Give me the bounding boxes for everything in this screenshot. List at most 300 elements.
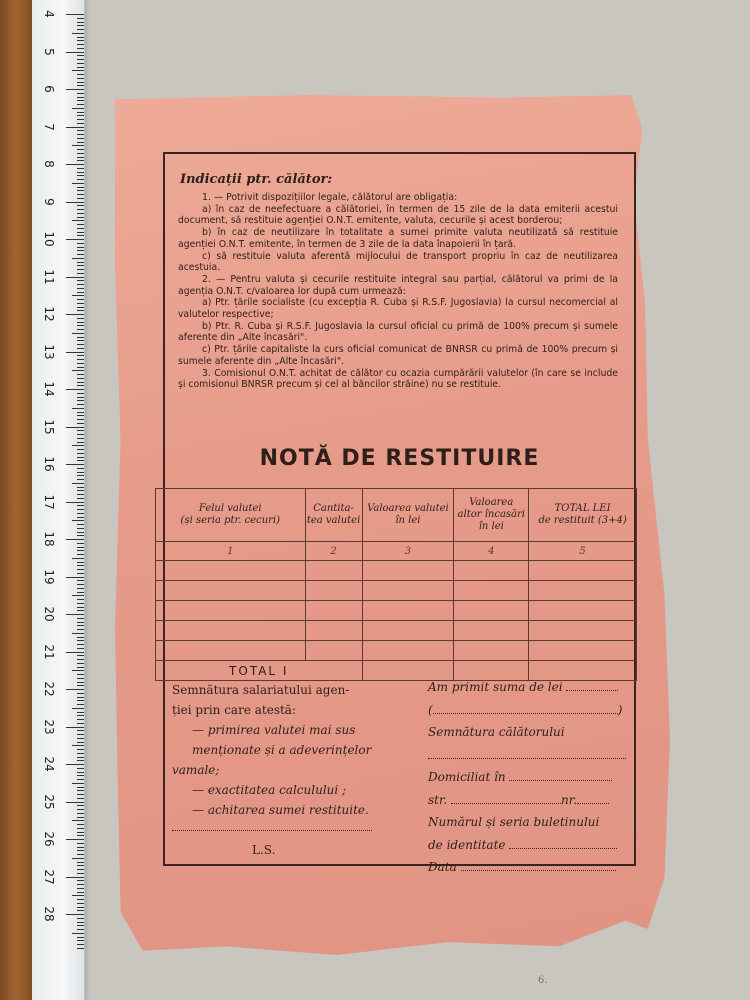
- ruler-tick: [77, 599, 84, 600]
- ruler-tick: [77, 355, 84, 356]
- ruler-tick: [77, 487, 84, 488]
- ruler-number: 22: [42, 681, 56, 697]
- ruler-tick: [77, 494, 84, 495]
- ruler-tick: [66, 164, 84, 165]
- signature-line: [172, 830, 372, 831]
- ruler-tick: [77, 734, 84, 735]
- ruler-tick: [77, 850, 84, 851]
- ruler-tick: [77, 363, 84, 364]
- ruler-tick: [77, 172, 84, 173]
- ruler-tick: [77, 419, 84, 420]
- ruler-tick: [77, 250, 84, 251]
- ruler-tick: [77, 843, 84, 844]
- ruler-tick: [77, 284, 84, 285]
- ruler-tick: [72, 295, 84, 296]
- ruler-tick: [77, 674, 84, 675]
- ruler-tick: [77, 554, 84, 555]
- agent-signature-heading: ției prin care atestă:: [172, 703, 296, 717]
- ruler-tick: [77, 880, 84, 881]
- restitution-table: [155, 488, 637, 681]
- ruler-tick: [77, 588, 84, 589]
- id-card-label: Numărul și seria buletinului: [428, 815, 600, 829]
- ruler-tick: [77, 228, 84, 229]
- ruler-tick: [77, 685, 84, 686]
- ruler-tick: [77, 217, 84, 218]
- ruler-tick: [77, 55, 84, 56]
- ruler-tick: [77, 847, 84, 848]
- ruler-tick: [66, 277, 84, 278]
- ruler-tick: [77, 423, 84, 424]
- ruler-tick: [77, 562, 84, 563]
- ruler-tick: [77, 254, 84, 255]
- ruler-tick: [77, 832, 84, 833]
- attestation-item: menționate și a adeverințelor: [192, 743, 372, 757]
- received-amount-field: Am primit suma de lei: [428, 676, 628, 699]
- ruler-tick: [77, 138, 84, 139]
- ruler-tick: [77, 644, 84, 645]
- ruler-tick: [72, 220, 84, 221]
- ruler-tick: [77, 67, 84, 68]
- instruction-paragraph: b) în caz de neutilizare în totalitate a sumei primite valuta neutilizată să restituie agenției O.N.T. emitente, în termen de 3 zile de la data înapoierii în țară.: [178, 227, 618, 250]
- ruler-tick: [77, 625, 84, 626]
- ruler-number: 24: [42, 756, 56, 772]
- ruler-tick: [77, 235, 84, 236]
- ruler-tick: [66, 689, 84, 690]
- ruler-tick: [77, 97, 84, 98]
- ruler-tick: [77, 205, 84, 206]
- ruler-number: 28: [42, 906, 56, 922]
- ruler-tick: [72, 33, 84, 34]
- ruler-tick: [77, 873, 84, 874]
- ruler-tick: [77, 430, 84, 431]
- ruler-tick: [77, 29, 84, 30]
- ruler-tick: [77, 472, 84, 473]
- ruler-tick: [77, 348, 84, 349]
- ruler-tick: [77, 682, 84, 683]
- ruler-tick: [66, 727, 84, 728]
- ruler-number: 7: [42, 122, 56, 131]
- ruler-tick: [77, 265, 84, 266]
- ruler-tick: [72, 408, 84, 409]
- agent-signature-section: [172, 680, 397, 857]
- ruler-tick: [77, 779, 84, 780]
- ruler-tick: [77, 438, 84, 439]
- ruler-tick: [77, 772, 84, 773]
- table-row: [156, 621, 637, 641]
- ruler-tick: [77, 318, 84, 319]
- ruler-tick: [77, 59, 84, 60]
- ruler-number: 12: [42, 306, 56, 322]
- ruler-tick: [77, 509, 84, 510]
- instructions-text: [178, 192, 618, 391]
- ruler-tick: [77, 622, 84, 623]
- ruler-tick: [77, 888, 84, 889]
- ruler-tick: [66, 652, 84, 653]
- ruler-tick: [77, 753, 84, 754]
- ruler-tick: [72, 670, 84, 671]
- ruler-tick: [77, 910, 84, 911]
- ruler-tick: [72, 370, 84, 371]
- ruler-tick: [77, 412, 84, 413]
- ruler-tick: [77, 700, 84, 701]
- ruler-tick: [77, 775, 84, 776]
- ruler-tick: [77, 479, 84, 480]
- ruler-tick: [77, 907, 84, 908]
- ruler-tick: [77, 817, 84, 818]
- ruler-tick: [77, 48, 84, 49]
- ruler-tick: [77, 610, 84, 611]
- ruler-tick: [77, 142, 84, 143]
- ruler-tick: [77, 937, 84, 938]
- ruler-tick: [77, 37, 84, 38]
- ruler-tick: [66, 202, 84, 203]
- ruler-tick: [77, 862, 84, 863]
- ruler-tick: [66, 539, 84, 540]
- ruler-tick: [77, 629, 84, 630]
- ruler-tick: [66, 127, 84, 128]
- ruler-tick: [77, 247, 84, 248]
- ruler-tick: [77, 329, 84, 330]
- ruler-tick: [66, 389, 84, 390]
- ruler-tick: [77, 828, 84, 829]
- ruler-tick: [77, 813, 84, 814]
- ruler-tick: [77, 307, 84, 308]
- ruler-tick: [77, 160, 84, 161]
- ruler-number: 10: [42, 231, 56, 247]
- ruler-tick: [72, 708, 84, 709]
- ruler-tick: [66, 839, 84, 840]
- ruler-tick: [77, 794, 84, 795]
- ruler-tick: [77, 697, 84, 698]
- ruler-tick: [77, 918, 84, 919]
- instruction-paragraph: 1. — Potrivit dispozițiilor legale, călătorul are obligația:: [202, 192, 458, 203]
- ruler-tick: [77, 382, 84, 383]
- stamp-label: L.S.: [252, 843, 276, 857]
- ruler-tick: [77, 18, 84, 19]
- instruction-paragraph: 3. Comisionul O.N.T. achitat de călător cu ocazia cumpărării valutelor (în care se include și comisionul BNRSR precum și cel al băncilor străine) nu se restituie.: [178, 367, 618, 391]
- ruler-number: 25: [42, 793, 56, 810]
- ruler-tick: [72, 520, 84, 521]
- ruler-tick: [72, 895, 84, 896]
- ruler-tick: [77, 404, 84, 405]
- instruction-paragraph: a) Ptr. țările socialiste (cu excepția R. Cuba și R.S.F. Jugoslavia) la cursul necomercial al valutelor respective;: [178, 297, 618, 321]
- ruler-tick: [66, 239, 84, 240]
- ruler-tick: [72, 483, 84, 484]
- ruler-tick: [77, 112, 84, 113]
- ruler-tick: [66, 577, 84, 578]
- ruler-tick: [77, 130, 84, 131]
- ruler-tick: [77, 115, 84, 116]
- ruler-tick: [77, 475, 84, 476]
- ruler-tick: [77, 224, 84, 225]
- ruler-number: 26: [42, 831, 56, 847]
- ruler-tick: [77, 824, 84, 825]
- instruction-paragraph: c) să restituie valuta aferentă mijlocului de transport propriu în caz de neutilizarea acestuia.: [178, 250, 618, 274]
- ruler-tick: [66, 314, 84, 315]
- ruler-tick: [72, 333, 84, 334]
- ruler-tick: [77, 854, 84, 855]
- ruler-tick: [77, 310, 84, 311]
- ruler-tick: [77, 273, 84, 274]
- ruler-number: 14: [42, 381, 56, 397]
- ruler-number: 16: [42, 456, 56, 472]
- ruler-number: 23: [42, 718, 56, 735]
- ruler-tick: [77, 190, 84, 191]
- ruler-tick: [77, 367, 84, 368]
- column-number: 5: [529, 542, 637, 561]
- ruler-tick: [77, 374, 84, 375]
- pencil-mark: 6.: [538, 975, 548, 986]
- ruler-number: 21: [42, 643, 56, 660]
- ruler-tick: [72, 70, 84, 71]
- ruler-tick: [77, 805, 84, 806]
- ruler-tick: [77, 25, 84, 26]
- ruler-tick: [77, 884, 84, 885]
- ruler-tick: [77, 742, 84, 743]
- ruler-tick: [77, 378, 84, 379]
- ruler-tick: [77, 457, 84, 458]
- ruler-tick: [77, 505, 84, 506]
- ruler-tick: [77, 85, 84, 86]
- ruler-number: 19: [42, 568, 56, 585]
- ruler-tick: [77, 787, 84, 788]
- attestation-item: vamale;: [172, 763, 220, 777]
- attestation-item: — primirea valutei mai sus: [192, 723, 356, 737]
- ruler-tick: [77, 44, 84, 45]
- ruler-tick: [77, 175, 84, 176]
- table-row: [156, 561, 637, 581]
- ruler-tick: [77, 809, 84, 810]
- ruler-tick: [77, 749, 84, 750]
- ruler-tick: [77, 490, 84, 491]
- table-header-row: [156, 489, 637, 542]
- traveler-section: [428, 676, 628, 879]
- ruler-tick: [77, 442, 84, 443]
- ruler-tick: [72, 858, 84, 859]
- ruler-tick: [77, 157, 84, 158]
- ruler: [32, 0, 85, 1000]
- ruler-tick: [77, 243, 84, 244]
- ruler-tick: [72, 183, 84, 184]
- ruler-tick: [77, 929, 84, 930]
- column-number: 2: [305, 542, 362, 561]
- ruler-tick: [66, 802, 84, 803]
- traveler-signature-label: Semnătura călătorului: [428, 725, 565, 739]
- ruler-tick: [77, 798, 84, 799]
- date-field: Data: [428, 856, 628, 879]
- ruler-tick: [72, 145, 84, 146]
- ruler-tick: [77, 232, 84, 233]
- header-currency-type: Felul valutei (și seria ptr. cecuri): [156, 489, 306, 542]
- ruler-tick: [77, 93, 84, 94]
- ruler-tick: [77, 607, 84, 608]
- column-number: 4: [454, 542, 529, 561]
- ruler-tick: [77, 400, 84, 401]
- street-field: str. nr.: [428, 789, 628, 812]
- ruler-tick: [77, 569, 84, 570]
- ruler-tick: [77, 22, 84, 23]
- ruler-tick: [66, 14, 84, 15]
- header-other-receipts: Valoarea altor încasări în lei: [454, 489, 529, 542]
- ruler-number: 27: [42, 868, 56, 885]
- ruler-tick: [77, 453, 84, 454]
- ruler-tick: [77, 835, 84, 836]
- ruler-tick: [77, 768, 84, 769]
- ruler-number: 9: [42, 197, 56, 206]
- ruler-tick: [77, 434, 84, 435]
- ruler-number: 6: [42, 85, 56, 93]
- id-card-field: de identitate: [428, 834, 628, 857]
- ruler-tick: [77, 532, 84, 533]
- ruler-tick: [72, 108, 84, 109]
- ruler-tick: [77, 325, 84, 326]
- ruler-tick: [77, 760, 84, 761]
- ruler-tick: [77, 948, 84, 949]
- ruler-tick: [77, 550, 84, 551]
- ruler-tick: [77, 179, 84, 180]
- ruler-tick: [66, 464, 84, 465]
- ruler-tick: [77, 944, 84, 945]
- ruler-tick: [72, 783, 84, 784]
- ruler-number: 17: [42, 493, 56, 510]
- ruler-tick: [66, 352, 84, 353]
- ruler-tick: [77, 547, 84, 548]
- ruler-tick: [77, 468, 84, 469]
- ruler-tick: [77, 498, 84, 499]
- agent-signature-heading: Semnătura salariatului agen-: [172, 683, 350, 697]
- ruler-tick: [72, 633, 84, 634]
- ruler-tick: [77, 340, 84, 341]
- ruler-tick: [77, 415, 84, 416]
- ruler-tick: [77, 213, 84, 214]
- ruler-tick: [77, 104, 84, 105]
- ruler-tick: [77, 517, 84, 518]
- ruler-tick: [77, 385, 84, 386]
- ruler-tick: [77, 869, 84, 870]
- ruler-tick: [77, 892, 84, 893]
- ruler-tick: [77, 565, 84, 566]
- ruler-tick: [77, 280, 84, 281]
- instruction-paragraph: b) Ptr. R. Cuba și R.S.F. Jugoslavia la cursul oficial cu primă de 100% precum și sumele aferente din „Alte încasări".: [178, 320, 618, 344]
- ruler-tick: [77, 393, 84, 394]
- ruler-tick: [77, 299, 84, 300]
- ruler-tick: [72, 258, 84, 259]
- ruler-tick: [72, 933, 84, 934]
- total-label: TOTAL I: [156, 661, 363, 681]
- ruler-tick: [77, 269, 84, 270]
- attestation-item: — exactitatea calculului ;: [192, 783, 347, 797]
- ruler-tick: [77, 738, 84, 739]
- ruler-tick: [77, 730, 84, 731]
- column-number: 3: [362, 542, 454, 561]
- ruler-tick: [77, 344, 84, 345]
- ruler-number: 11: [42, 268, 56, 285]
- ruler-tick: [77, 723, 84, 724]
- ruler-tick: [77, 922, 84, 923]
- ruler-tick: [77, 535, 84, 536]
- ruler-number: 5: [42, 47, 56, 56]
- instructions-title: Indicații ptr. călător:: [180, 172, 333, 187]
- ruler-tick: [77, 655, 84, 656]
- ruler-tick: [77, 288, 84, 289]
- column-number: 1: [156, 542, 306, 561]
- ruler-number: 8: [42, 160, 56, 168]
- ruler-tick: [77, 580, 84, 581]
- header-currency-value: Valoarea valutei în lei: [362, 489, 454, 542]
- ruler-tick: [77, 303, 84, 304]
- header-quantity: Cantita- tea valutei: [305, 489, 362, 542]
- ruler-tick: [77, 337, 84, 338]
- ruler-tick: [77, 603, 84, 604]
- ruler-tick: [77, 719, 84, 720]
- ruler-number: 13: [42, 343, 56, 360]
- ruler-tick: [77, 584, 84, 585]
- amount-in-words-field: ( ): [428, 702, 623, 717]
- traveler-signature-line: [428, 744, 628, 767]
- instruction-paragraph: a) în caz de neefectuare a călătoriei, în termen de 15 zile de la data emiterii acestui document, să restituie agenției O.N.T. emitente, valuta, cecurile și acest borderou;: [178, 203, 618, 227]
- table-row: [156, 641, 637, 661]
- ruler-tick: [77, 925, 84, 926]
- domicile-field: Domiciliat în: [428, 766, 628, 789]
- ruler-tick: [77, 757, 84, 758]
- ruler-tick: [77, 198, 84, 199]
- ruler-tick: [77, 663, 84, 664]
- ruler-tick: [77, 119, 84, 120]
- ruler-tick: [72, 445, 84, 446]
- ruler-tick: [77, 790, 84, 791]
- ruler-tick: [77, 449, 84, 450]
- header-total-lei: TOTAL LEI de restituit (3+4): [529, 489, 637, 542]
- ruler-tick: [77, 209, 84, 210]
- ruler-tick: [77, 359, 84, 360]
- ruler-number: 20: [42, 606, 56, 622]
- ruler-tick: [66, 52, 84, 53]
- ruler-tick: [77, 513, 84, 514]
- ruler-tick: [77, 640, 84, 641]
- ruler-tick: [77, 63, 84, 64]
- ruler-tick: [77, 149, 84, 150]
- ruler-tick: [66, 914, 84, 915]
- ruler-tick: [77, 637, 84, 638]
- document-title: NOTĂ DE RESTITUIRE: [259, 446, 540, 471]
- ruler-tick: [66, 502, 84, 503]
- instruction-paragraph: c) Ptr. țările capitaliste la curs oficial comunicat de BNRSR cu primă de 100% precum și sumele aferente din „Alte încasări".: [178, 344, 618, 367]
- ruler-tick: [77, 667, 84, 668]
- ruler-tick: [77, 903, 84, 904]
- ruler-tick: [77, 153, 84, 154]
- ruler-number: 15: [42, 418, 56, 435]
- ruler-tick: [77, 100, 84, 101]
- ruler-tick: [77, 40, 84, 41]
- ruler-tick: [66, 877, 84, 878]
- ruler-tick: [77, 74, 84, 75]
- ruler-tick: [77, 292, 84, 293]
- ruler-tick: [77, 322, 84, 323]
- table-row: [156, 601, 637, 621]
- ruler-tick: [77, 648, 84, 649]
- ruler-tick: [77, 543, 84, 544]
- ruler-tick: [77, 693, 84, 694]
- ruler-tick: [77, 524, 84, 525]
- ruler-tick: [77, 715, 84, 716]
- ruler-tick: [66, 427, 84, 428]
- ruler-tick: [66, 764, 84, 765]
- ruler-tick: [77, 940, 84, 941]
- ruler-tick: [66, 89, 84, 90]
- table-row: [156, 581, 637, 601]
- ruler-tick: [77, 678, 84, 679]
- ruler-tick: [77, 865, 84, 866]
